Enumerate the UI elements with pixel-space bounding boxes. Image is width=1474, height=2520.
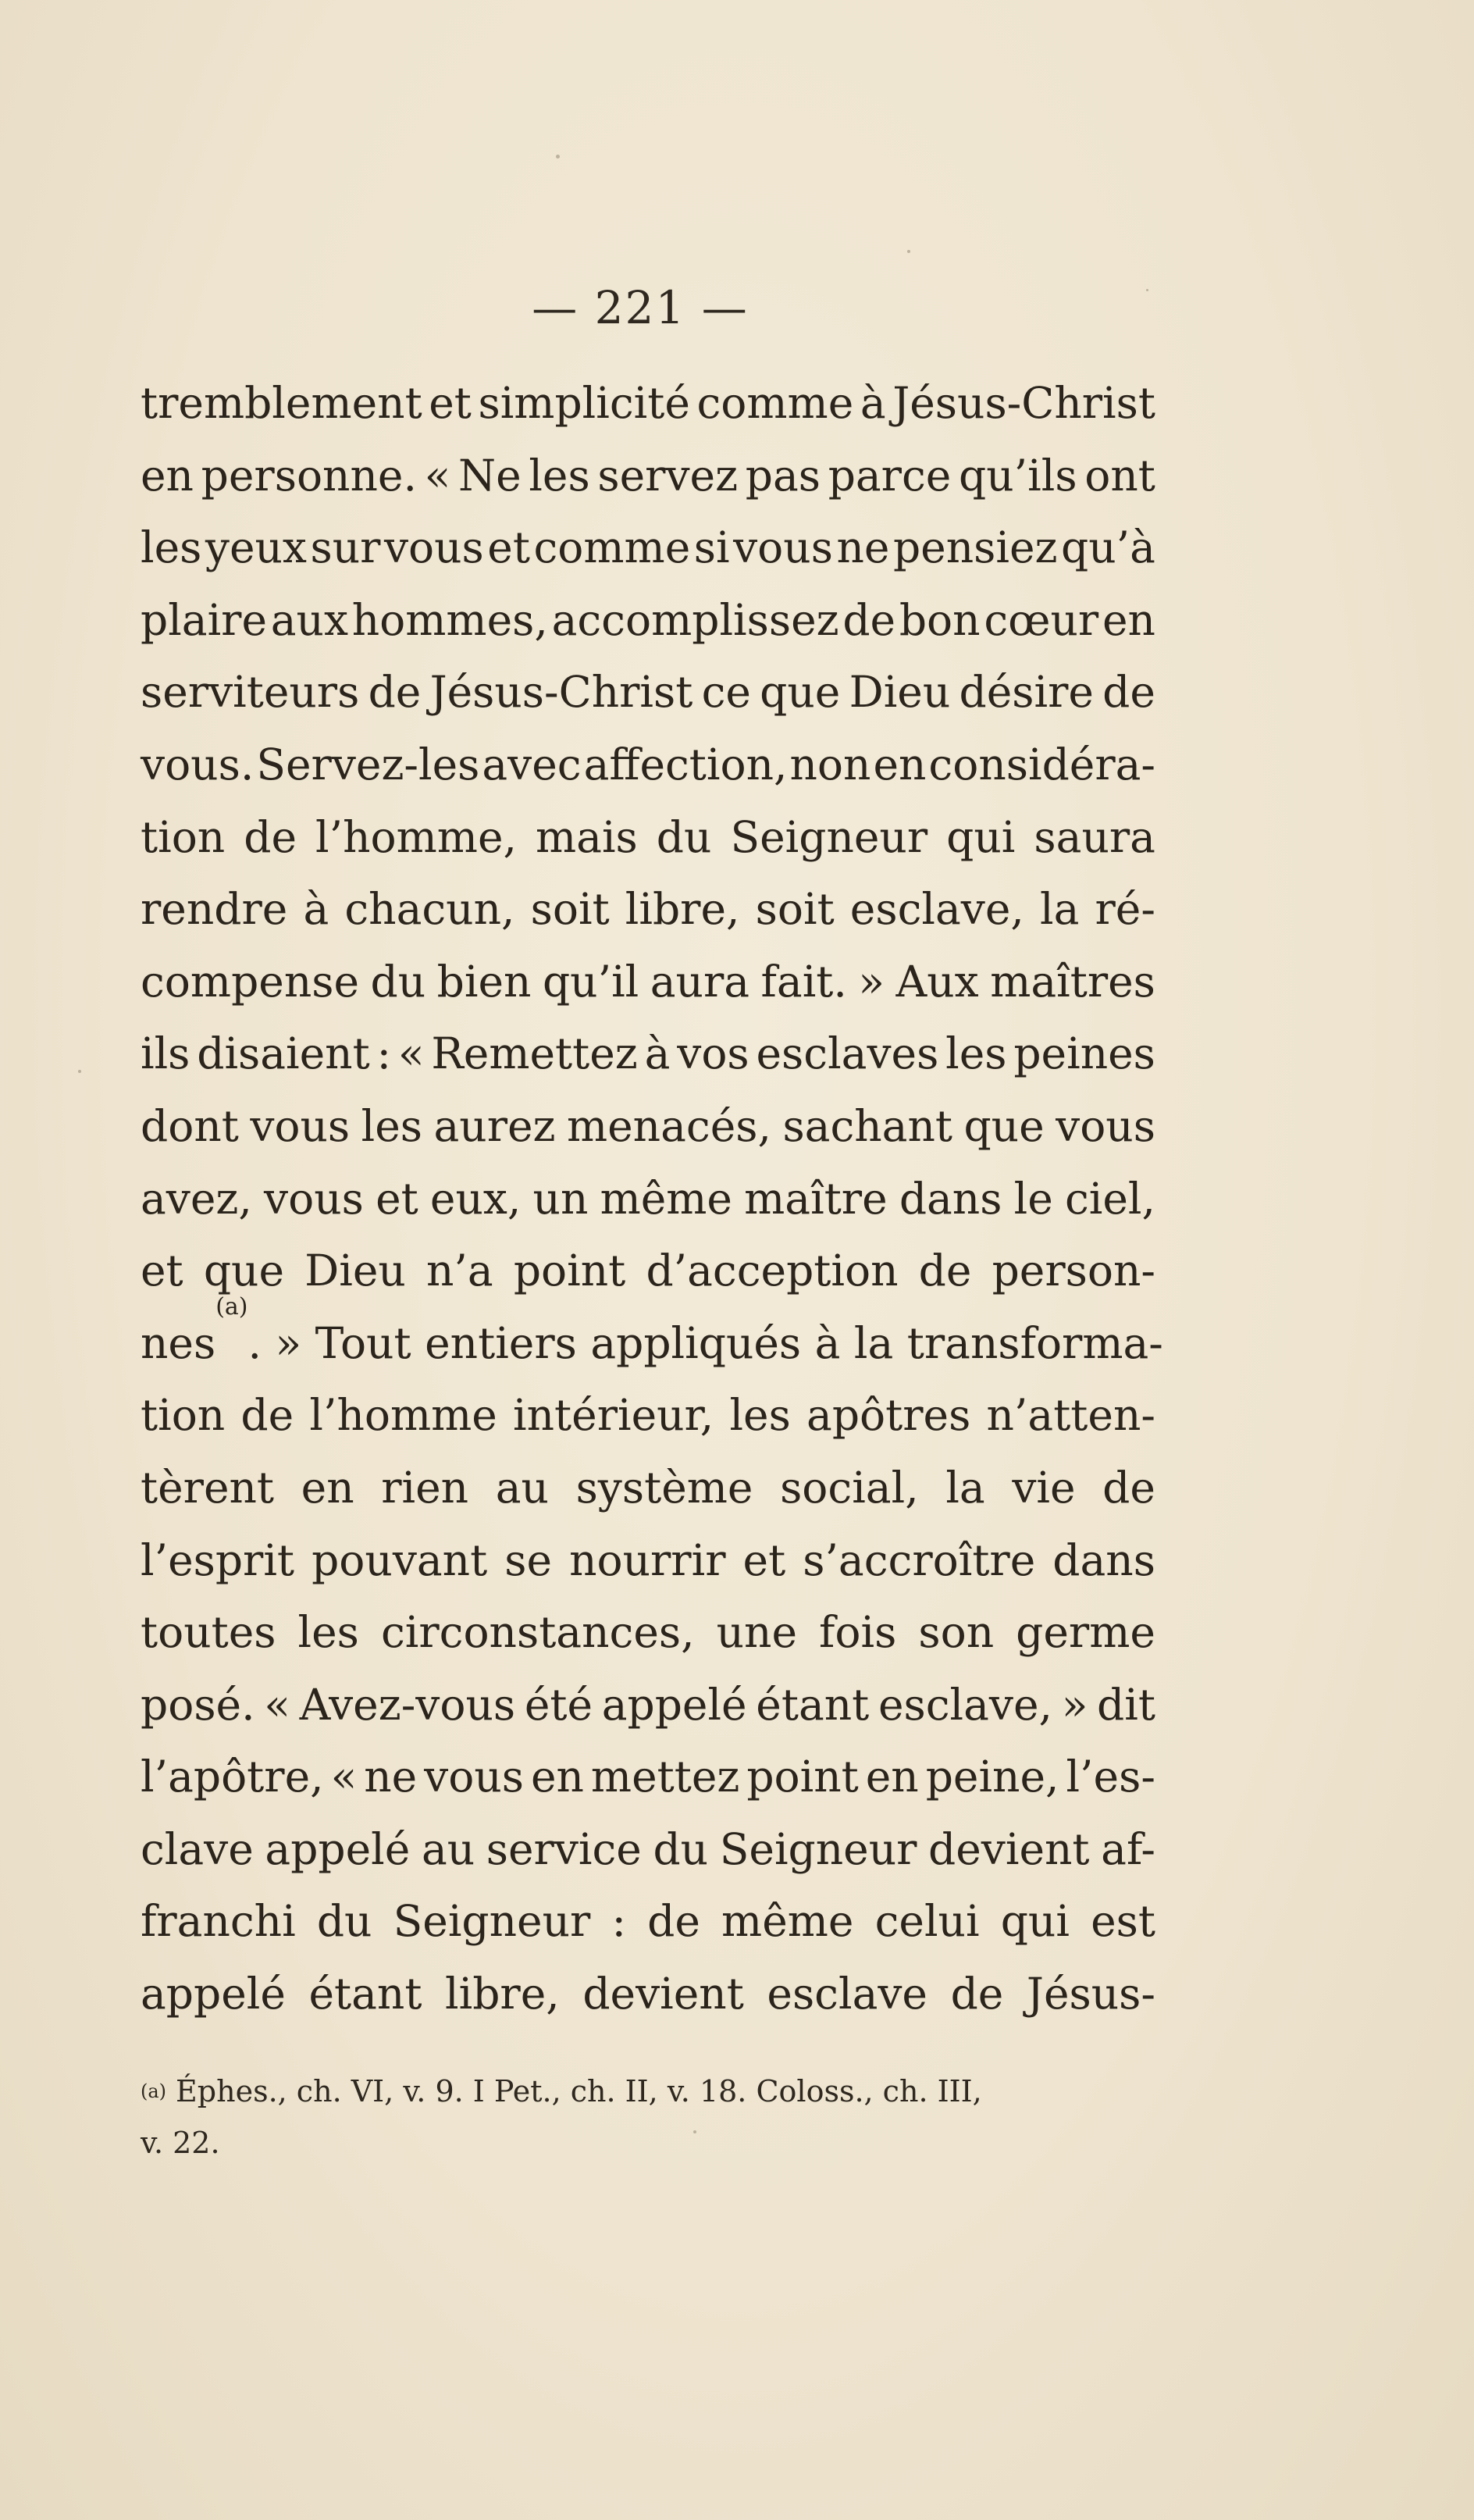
word: d’acception	[646, 1246, 899, 1296]
word: ont	[1084, 450, 1155, 501]
word: sachant	[782, 1100, 952, 1151]
word: ciel,	[1064, 1173, 1155, 1224]
word: les	[945, 1028, 1007, 1079]
word: peines	[1013, 1028, 1155, 1079]
word: à	[303, 884, 329, 935]
footnote	[141, 2066, 1155, 2169]
word: maîtres	[990, 956, 1155, 1007]
word: simplicité	[478, 378, 690, 428]
word: dans	[1052, 1534, 1155, 1585]
word: »	[858, 956, 885, 1007]
word: apôtres	[806, 1390, 971, 1441]
text-line	[141, 801, 1155, 874]
word: même	[721, 1896, 854, 1947]
text-fragment: . » Tout entiers appliqués à la transforma-	[247, 1317, 1163, 1368]
word: les	[297, 1607, 359, 1658]
word: les	[141, 522, 202, 573]
text-line	[141, 729, 1155, 801]
word: tion	[141, 1390, 226, 1441]
word: et	[141, 1246, 183, 1296]
word: eux,	[429, 1173, 522, 1224]
paper-speck	[907, 250, 910, 253]
word: sur	[310, 522, 381, 573]
word: appelé	[601, 1679, 747, 1730]
word: menacés,	[566, 1100, 771, 1151]
word: saura	[1034, 811, 1155, 862]
word: point	[513, 1246, 626, 1296]
word: au	[495, 1462, 549, 1513]
word: l’homme	[309, 1390, 497, 1441]
word: Avez-vous	[299, 1679, 516, 1730]
word: bien	[436, 956, 532, 1007]
word: vous	[264, 1173, 364, 1224]
word: vous	[424, 1752, 524, 1802]
word: «	[424, 450, 451, 501]
word: avec	[482, 739, 582, 790]
word: tion	[141, 811, 226, 862]
word: mais	[536, 811, 638, 862]
word: libre,	[445, 1969, 560, 2019]
word: tèrent	[141, 1462, 275, 1513]
word: ré-	[1095, 884, 1155, 935]
word: Dieu	[849, 667, 951, 718]
word: en	[301, 1462, 354, 1513]
word: les	[529, 450, 590, 501]
word: et	[742, 1534, 786, 1585]
word: service	[486, 1823, 642, 1874]
word: ne	[364, 1752, 418, 1802]
word: en	[865, 1752, 919, 1802]
word: de	[1102, 1462, 1155, 1513]
word: de	[950, 1969, 1004, 2019]
word: servez	[597, 450, 739, 501]
word: du	[316, 1896, 372, 1947]
word: ils	[141, 1028, 190, 1079]
word: de	[647, 1896, 700, 1947]
word: vous	[1056, 1100, 1155, 1151]
word: qui	[1000, 1896, 1070, 1947]
word: Jésus-Christ	[892, 378, 1155, 428]
word: «	[330, 1752, 358, 1802]
word: soit	[755, 884, 835, 935]
word: libre,	[625, 884, 740, 935]
word: vous	[733, 522, 833, 573]
word: avez,	[141, 1173, 252, 1224]
footnote-mark: (a)	[141, 2080, 167, 2102]
footnote-line: v. 22.	[141, 2126, 220, 2160]
word: mettez	[590, 1752, 740, 1802]
word: pas	[745, 450, 821, 501]
word: clave	[141, 1823, 254, 1874]
word: dans	[899, 1173, 1002, 1224]
word: une	[716, 1607, 798, 1658]
word: en	[141, 450, 194, 501]
word: si	[693, 522, 730, 573]
word: n’atten-	[986, 1390, 1155, 1441]
word: aura	[650, 956, 750, 1007]
word: cœur	[984, 594, 1099, 645]
text-line-with-footnote-ref	[141, 1292, 1163, 1380]
word: serviteurs	[141, 667, 360, 718]
text-line	[141, 1596, 1155, 1669]
word: :	[376, 1028, 392, 1079]
word: et	[487, 522, 530, 573]
word: en	[530, 1752, 584, 1802]
word: rendre	[141, 884, 288, 935]
word: chacun,	[344, 884, 515, 935]
word: disaient	[197, 1028, 370, 1079]
word: en	[873, 739, 927, 790]
word: Jésus-Christ	[429, 667, 693, 718]
text-line	[141, 1958, 1155, 2030]
word: parce	[828, 450, 952, 501]
word: maître	[744, 1173, 888, 1224]
text-line	[141, 1524, 1155, 1597]
word: Aux	[895, 956, 979, 1007]
word: point	[746, 1752, 859, 1802]
word: s’accroître	[803, 1534, 1036, 1585]
word: personne.	[201, 450, 417, 501]
word: étant	[756, 1679, 870, 1730]
text-line	[141, 1813, 1155, 1886]
word: les	[361, 1100, 423, 1151]
word: du	[656, 811, 712, 862]
word: la	[1039, 884, 1080, 935]
text-line	[141, 440, 1155, 512]
word: son	[918, 1607, 995, 1658]
word: l’apôtre,	[141, 1752, 324, 1802]
word: intérieur,	[513, 1390, 714, 1441]
word: Jésus-	[1026, 1969, 1155, 2019]
word: dit	[1097, 1679, 1155, 1730]
word: esclaves	[756, 1028, 939, 1079]
word: »	[1061, 1679, 1088, 1730]
word: en	[1102, 594, 1155, 645]
word: du	[653, 1823, 709, 1874]
word: est	[1091, 1896, 1155, 1947]
word: la	[945, 1462, 985, 1513]
word: compense	[141, 956, 360, 1007]
word: le	[1013, 1173, 1053, 1224]
text-line	[141, 1090, 1155, 1163]
word: un	[532, 1173, 589, 1224]
word: Servez-les	[256, 739, 480, 790]
word: l’homme,	[315, 811, 517, 862]
word: accomplissez	[551, 594, 839, 645]
word: de	[842, 594, 896, 645]
word: devient	[928, 1823, 1090, 1874]
word: l’es-	[1066, 1752, 1155, 1802]
word: Seigneur	[719, 1823, 917, 1874]
paper-speck	[1146, 289, 1148, 291]
word: vos	[677, 1028, 749, 1079]
word: Dieu	[304, 1246, 406, 1296]
text-line	[141, 1669, 1155, 1741]
word: été	[524, 1679, 593, 1730]
text-line	[141, 1163, 1155, 1235]
word: plaire	[141, 594, 268, 645]
word: vous.	[141, 739, 255, 790]
word: désire	[959, 667, 1094, 718]
word: pouvant	[312, 1534, 488, 1585]
text-line	[141, 1885, 1155, 1958]
word: que	[963, 1100, 1045, 1151]
paper-speck	[693, 2130, 696, 2133]
text-line	[141, 1018, 1155, 1090]
word: Seigneur	[730, 811, 928, 862]
word: fait.	[760, 956, 847, 1007]
word: circonstances,	[380, 1607, 695, 1658]
word: «	[264, 1679, 290, 1730]
word: que	[760, 667, 841, 718]
text-line	[141, 873, 1155, 946]
text-line	[141, 1452, 1155, 1524]
word: non	[789, 739, 871, 790]
footnote-reference: (a)	[215, 1292, 248, 1321]
paper-speck	[556, 155, 560, 159]
text-line	[141, 1235, 1155, 1307]
word: aurez	[433, 1100, 556, 1151]
word: rien	[381, 1462, 469, 1513]
word: qui	[946, 811, 1016, 862]
word: ne	[836, 522, 890, 573]
word: af-	[1101, 1823, 1155, 1874]
word: nourrir	[569, 1534, 726, 1585]
word: les	[729, 1390, 791, 1441]
word: et	[429, 378, 472, 428]
word: esclave,	[878, 1679, 1053, 1730]
word: vous	[383, 522, 484, 573]
word: de	[240, 1390, 294, 1441]
word: à	[644, 1028, 671, 1079]
word: qu’ils	[959, 450, 1077, 501]
word: esclave	[767, 1969, 927, 2019]
word: devient	[582, 1969, 744, 2019]
word: appelé	[265, 1823, 411, 1874]
paper-speck	[78, 1070, 81, 1073]
word: Ne	[458, 450, 522, 501]
word: affection,	[583, 739, 788, 790]
word: fois	[819, 1607, 897, 1658]
text-line	[141, 1741, 1155, 1813]
text-line	[141, 511, 1155, 584]
footnote-line	[141, 2066, 1155, 2117]
word: appelé	[141, 1969, 286, 2019]
word: person-	[992, 1246, 1155, 1296]
word: système	[575, 1462, 753, 1513]
text-line	[141, 1379, 1155, 1452]
word: esclave,	[849, 884, 1024, 935]
word: «	[397, 1028, 425, 1079]
word: franchi	[141, 1896, 296, 1947]
word: comme	[533, 522, 691, 573]
word: qu’à	[1061, 522, 1155, 573]
word: du	[370, 956, 426, 1007]
word: germe	[1016, 1607, 1155, 1658]
word: de	[1102, 667, 1155, 718]
word: vie	[1012, 1462, 1076, 1513]
word: considéra-	[928, 739, 1155, 790]
footnote-text: Éphes., ch. VI, v. 9. I Pet., ch. II, v. 18. Coloss., ch. III,	[176, 2074, 982, 2108]
word: posé.	[141, 1679, 255, 1730]
word: dont	[141, 1100, 239, 1151]
word: ce	[701, 667, 751, 718]
word: de	[244, 811, 297, 862]
word: pensiez	[892, 522, 1058, 573]
word: tremblement	[141, 378, 422, 428]
text-line	[141, 584, 1155, 657]
word: toutes	[141, 1607, 276, 1658]
text-fragment: nes	[141, 1317, 216, 1368]
word: social,	[780, 1462, 919, 1513]
word: yeux	[205, 522, 307, 573]
word: aux	[270, 594, 348, 645]
word: étant	[308, 1969, 422, 2019]
word: au	[421, 1823, 475, 1874]
word: :	[611, 1896, 626, 1947]
word: même	[600, 1173, 732, 1224]
word: se	[504, 1534, 553, 1585]
text-line	[141, 946, 1155, 1018]
text-line	[141, 656, 1155, 729]
word: vous	[250, 1100, 351, 1151]
word: bon	[899, 594, 981, 645]
word: celui	[874, 1896, 980, 1947]
word: de	[368, 667, 422, 718]
word: soit	[530, 884, 610, 935]
word: que	[203, 1246, 284, 1296]
word: hommes,	[351, 594, 548, 645]
word: comme	[696, 378, 854, 428]
word: n’a	[425, 1246, 493, 1296]
text-line	[141, 367, 1155, 440]
word: l’esprit	[141, 1534, 295, 1585]
word: Seigneur	[393, 1896, 591, 1947]
word: de	[918, 1246, 972, 1296]
page-number: — 221 —	[532, 281, 749, 334]
word: Remettez	[431, 1028, 638, 1079]
word: peine,	[925, 1752, 1059, 1802]
word: à	[860, 378, 886, 428]
word: et	[376, 1173, 418, 1224]
body-text	[141, 367, 1163, 2030]
word: qu’il	[542, 956, 639, 1007]
